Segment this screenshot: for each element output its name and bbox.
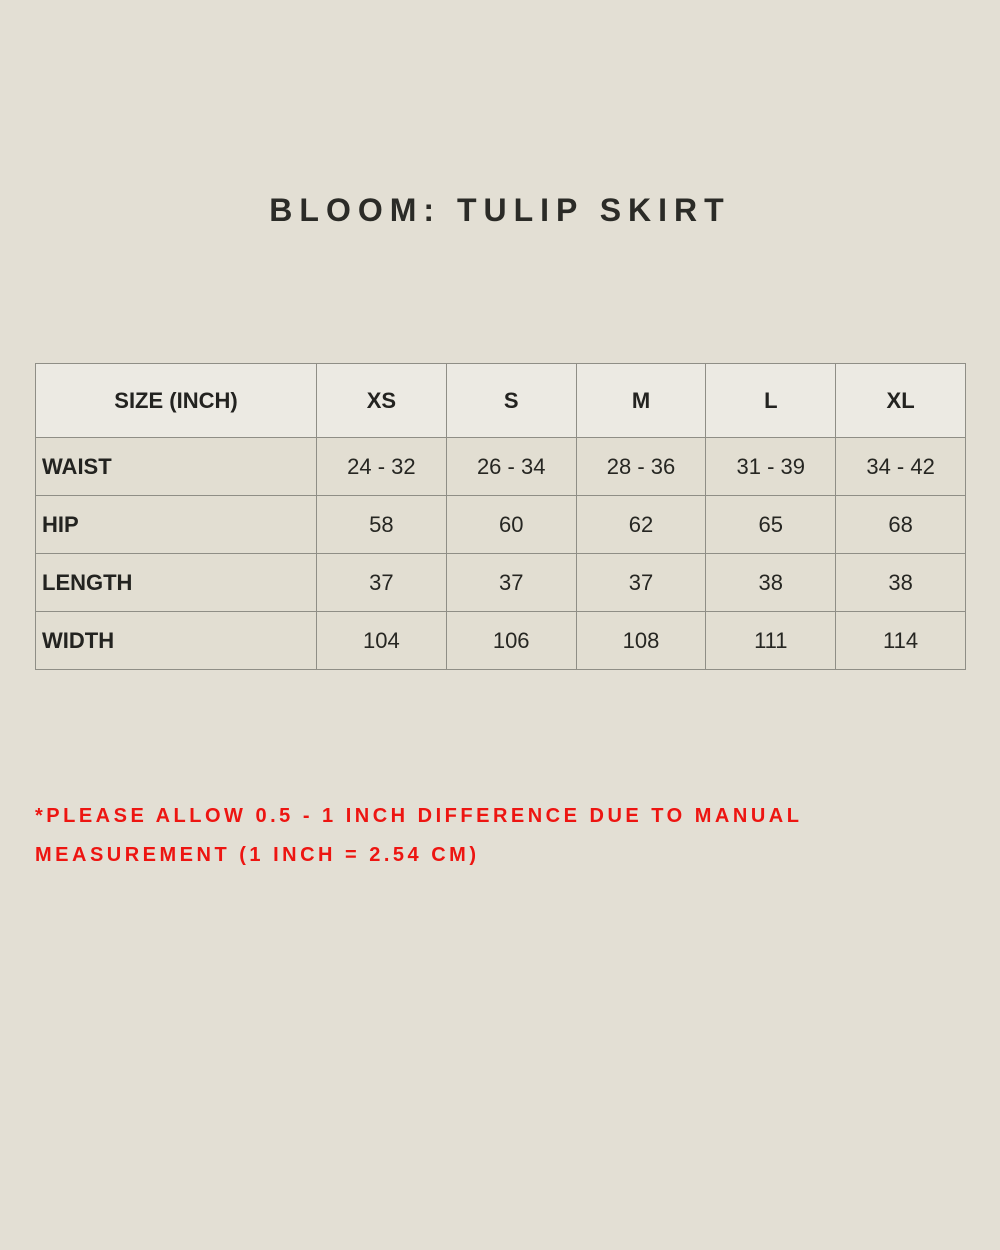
- size-chart-table: [35, 363, 966, 670]
- length-xs: 37: [317, 554, 447, 612]
- waist-s: 26 - 34: [446, 438, 576, 496]
- page-title: BLOOM: TULIP SKIRT: [269, 192, 731, 228]
- length-m: 37: [576, 554, 706, 612]
- waist-xs: 24 - 32: [317, 438, 447, 496]
- hip-s: 60: [446, 496, 576, 554]
- row-label-waist: WAIST: [36, 438, 317, 496]
- header-cell-size-unit: SIZE (INCH): [36, 364, 317, 438]
- hip-xl: 68: [836, 496, 966, 554]
- width-s: 106: [446, 612, 576, 670]
- size-chart-body: [36, 438, 966, 670]
- waist-m: 28 - 36: [576, 438, 706, 496]
- row-label-length: LENGTH: [36, 554, 317, 612]
- length-l: 38: [706, 554, 836, 612]
- header-cell-l: L: [706, 364, 836, 438]
- header-cell-xl: XL: [836, 364, 966, 438]
- hip-xs: 58: [317, 496, 447, 554]
- table-row-hip: [36, 496, 966, 554]
- header-cell-xs: XS: [317, 364, 447, 438]
- row-label-width: WIDTH: [36, 612, 317, 670]
- row-label-hip: HIP: [36, 496, 317, 554]
- width-m: 108: [576, 612, 706, 670]
- header-cell-s: S: [446, 364, 576, 438]
- size-chart-header: [36, 364, 966, 438]
- waist-l: 31 - 39: [706, 438, 836, 496]
- length-xl: 38: [836, 554, 966, 612]
- measurement-disclaimer: [35, 797, 802, 875]
- hip-l: 65: [706, 496, 836, 554]
- disclaimer-line-2: MEASUREMENT (1 INCH = 2.54 CM): [35, 844, 480, 866]
- width-l: 111: [706, 612, 836, 670]
- header-row: [36, 364, 966, 438]
- table-row-width: [36, 612, 966, 670]
- table-row-waist: [36, 438, 966, 496]
- width-xs: 104: [317, 612, 447, 670]
- disclaimer-line-1: *PLEASE ALLOW 0.5 - 1 INCH DIFFERENCE DUE TO MANUAL: [35, 805, 803, 827]
- waist-xl: 34 - 42: [836, 438, 966, 496]
- header-cell-m: M: [576, 364, 706, 438]
- hip-m: 62: [576, 496, 706, 554]
- table-row-length: [36, 554, 966, 612]
- length-s: 37: [446, 554, 576, 612]
- width-xl: 114: [836, 612, 966, 670]
